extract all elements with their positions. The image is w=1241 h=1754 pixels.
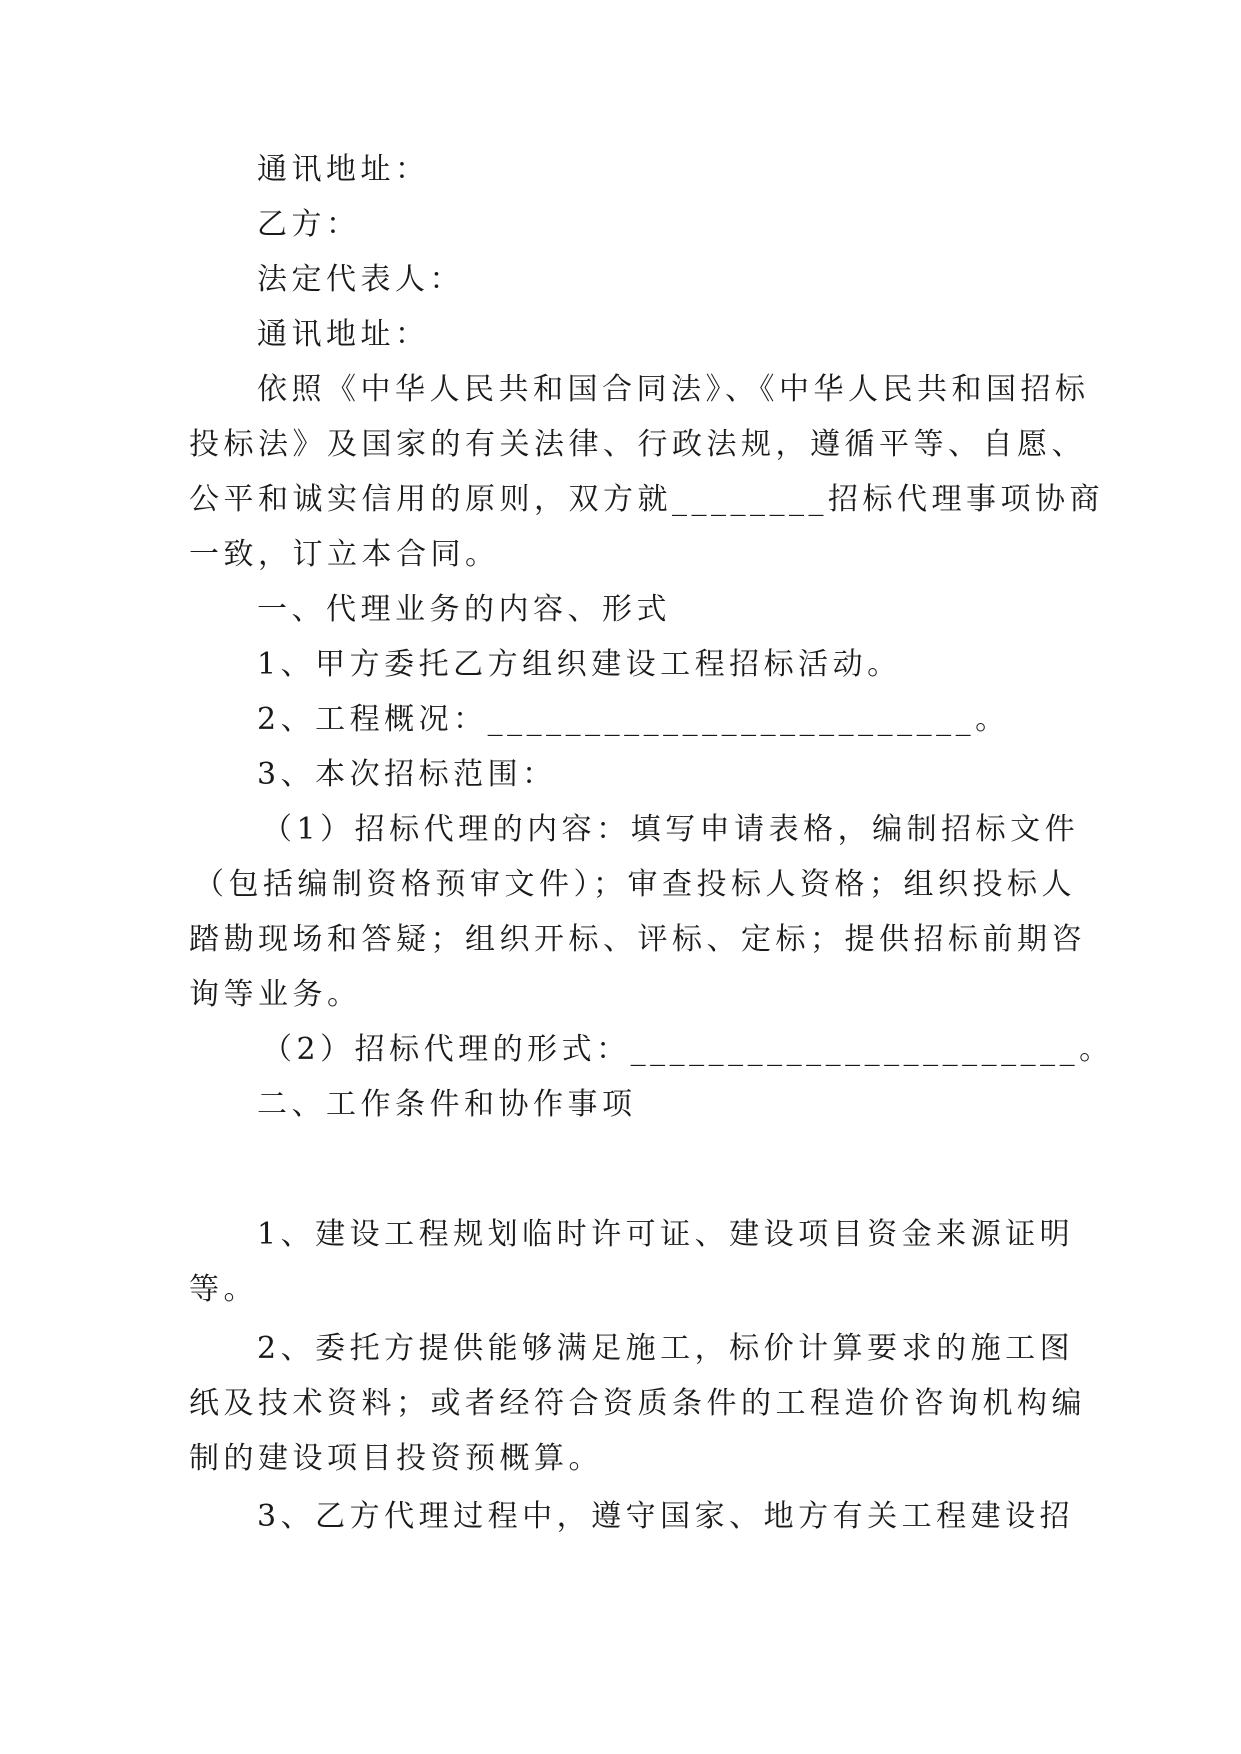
text-line: 2、工程概况：_________________________。: [257, 702, 1010, 737]
text-line: 1、甲方委托乙方组织建设工程招标活动。: [257, 647, 902, 682]
text-line: 制的建设项目投资预概算。: [189, 1441, 603, 1476]
section-heading: 一、代理业务的内容、形式: [257, 592, 671, 627]
text-line: 法定代表人：: [257, 262, 464, 297]
text-line: 公平和诚实信用的原则，双方就________招标代理事项协商: [189, 482, 1104, 517]
text-line: （2）招标代理的形式：_______________________。: [262, 1032, 1114, 1067]
text-line: 纸及技术资料；或者经符合资质条件的工程造价咨询机构编: [189, 1386, 1086, 1421]
text-line: 3、本次招标范围：: [257, 757, 557, 792]
text-line: （包括编制资格预审文件）；审查投标人资格；组织投标人: [194, 867, 1076, 902]
text-line: 踏勘现场和答疑；组织开标、评标、定标；提供招标前期咨: [189, 922, 1086, 957]
text-line: 通讯地址：: [257, 317, 430, 352]
section-heading: 二、工作条件和协作事项: [257, 1087, 637, 1122]
text-line: 一致，订立本合同。: [189, 537, 500, 572]
text-line: 等。: [189, 1272, 258, 1307]
text-line: 通讯地址：: [257, 152, 430, 187]
text-line: （1）招标代理的内容：填写申请表格，编制招标文件: [262, 812, 1080, 847]
text-line: 询等业务。: [189, 977, 362, 1012]
text-line: 投标法》及国家的有关法律、行政法规，遵循平等、自愿、: [189, 427, 1086, 462]
text-line: 3、乙方代理过程中，遵守国家、地方有关工程建设招: [257, 1499, 1075, 1534]
text-line: 2、委托方提供能够满足施工，标价计算要求的施工图: [257, 1331, 1075, 1366]
text-line: 1、建设工程规划临时许可证、建设项目资金来源证明: [257, 1217, 1075, 1252]
text-line: 依照《中华人民共和国合同法》、《中华人民共和国招标: [257, 372, 1090, 407]
text-line: 乙方：: [257, 207, 361, 242]
